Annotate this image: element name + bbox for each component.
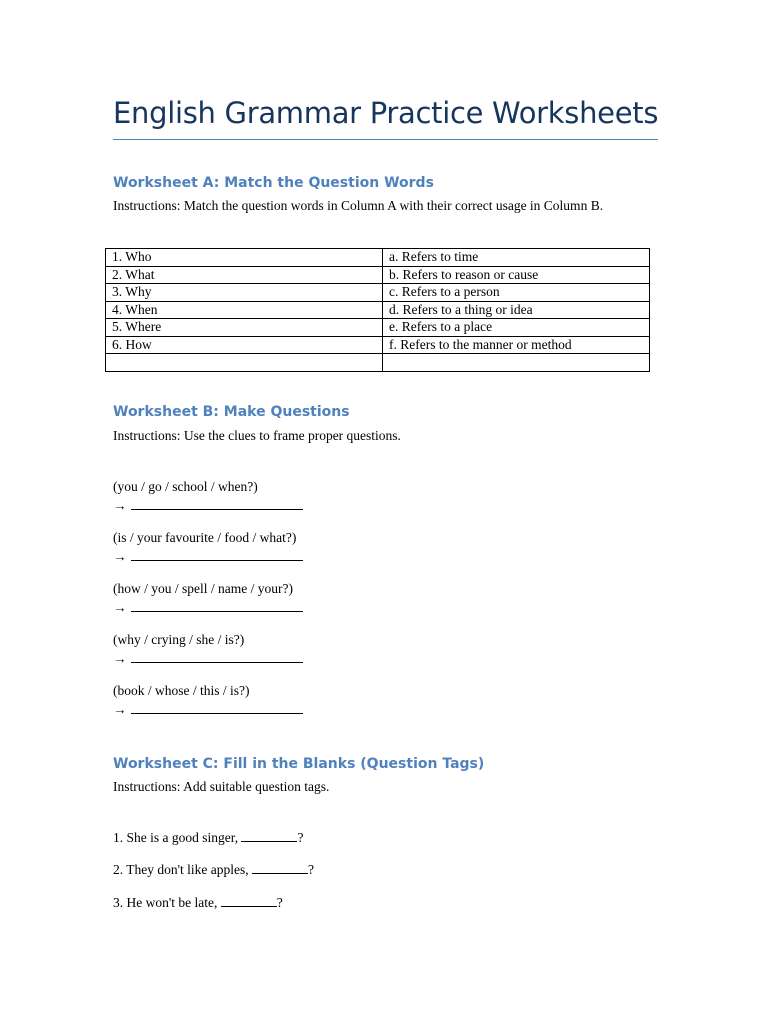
column-b-cell: a. Refers to time <box>383 249 650 267</box>
table-row <box>106 249 650 267</box>
answer-blank <box>131 600 303 612</box>
answer-blank <box>131 549 303 561</box>
column-a-cell: 6. How <box>106 336 383 354</box>
table-row <box>106 319 650 337</box>
column-b-cell <box>383 354 650 372</box>
arrow-icon: → <box>113 549 127 564</box>
worksheet-b-instructions: Instructions: Use the clues to frame proper questions. <box>113 428 401 443</box>
answer-blank <box>131 651 303 663</box>
question-mark: ? <box>276 895 283 910</box>
question-clue: (is / your favourite / food / what?) <box>113 530 297 545</box>
answer-line <box>113 599 303 617</box>
column-b-cell: d. Refers to a thing or idea <box>383 301 650 319</box>
answer-line <box>113 701 303 719</box>
arrow-icon: → <box>113 600 127 615</box>
answer-blank <box>131 498 303 510</box>
column-a-cell: 5. Where <box>106 319 383 337</box>
worksheet-a-instructions: Instructions: Match the question words in Column A with their correct usage in Column B. <box>113 198 604 213</box>
question-clue: (you / go / school / when?) <box>113 479 258 494</box>
tag-blank <box>221 895 277 907</box>
answer-line <box>113 650 303 668</box>
worksheet-c-heading: Worksheet C: Fill in the Blanks (Question Tags) <box>113 756 485 772</box>
arrow-icon: → <box>113 702 127 717</box>
tag-blank <box>241 830 297 842</box>
question-clue: (book / whose / this / is?) <box>113 683 250 698</box>
column-a-cell: 3. Why <box>106 284 383 302</box>
worksheet-c-instructions: Instructions: Add suitable question tags. <box>113 779 330 794</box>
table-row <box>106 284 650 302</box>
column-b-cell: b. Refers to reason or cause <box>383 266 650 284</box>
worksheet-b-heading: Worksheet B: Make Questions <box>113 404 350 420</box>
worksheet-a-heading: Worksheet A: Match the Question Words <box>113 175 434 191</box>
column-b-cell: c. Refers to a person <box>383 284 650 302</box>
column-b-cell: e. Refers to a place <box>383 319 650 337</box>
column-b-cell: f. Refers to the manner or method <box>383 336 650 354</box>
fill-blank-item <box>113 861 314 879</box>
fill-blank-item <box>113 894 283 912</box>
answer-line <box>113 497 303 515</box>
column-a-cell <box>106 354 383 372</box>
column-a-cell: 2. What <box>106 266 383 284</box>
table-row <box>106 301 650 319</box>
question-clue: (why / crying / she / is?) <box>113 632 245 647</box>
fill-blank-text: 1. She is a good singer, <box>113 830 242 845</box>
column-a-cell: 4. When <box>106 301 383 319</box>
answer-blank <box>131 702 303 714</box>
table-row <box>106 266 650 284</box>
question-mark: ? <box>297 830 304 845</box>
arrow-icon: → <box>113 651 127 666</box>
fill-blank-text: 3. He won't be late, <box>113 895 221 910</box>
tag-blank <box>252 862 308 874</box>
title-underline <box>113 139 658 140</box>
matching-table <box>105 248 650 372</box>
answer-line <box>113 548 303 566</box>
arrow-icon: → <box>113 498 127 513</box>
table-row <box>106 336 650 354</box>
document-title: English Grammar Practice Worksheets <box>113 96 659 130</box>
question-mark: ? <box>308 862 315 877</box>
fill-blank-text: 2. They don't like apples, <box>113 862 253 877</box>
question-clue: (how / you / spell / name / your?) <box>113 581 293 596</box>
table-row-empty <box>106 354 650 372</box>
fill-blank-item <box>113 829 303 847</box>
column-a-cell: 1. Who <box>106 249 383 267</box>
